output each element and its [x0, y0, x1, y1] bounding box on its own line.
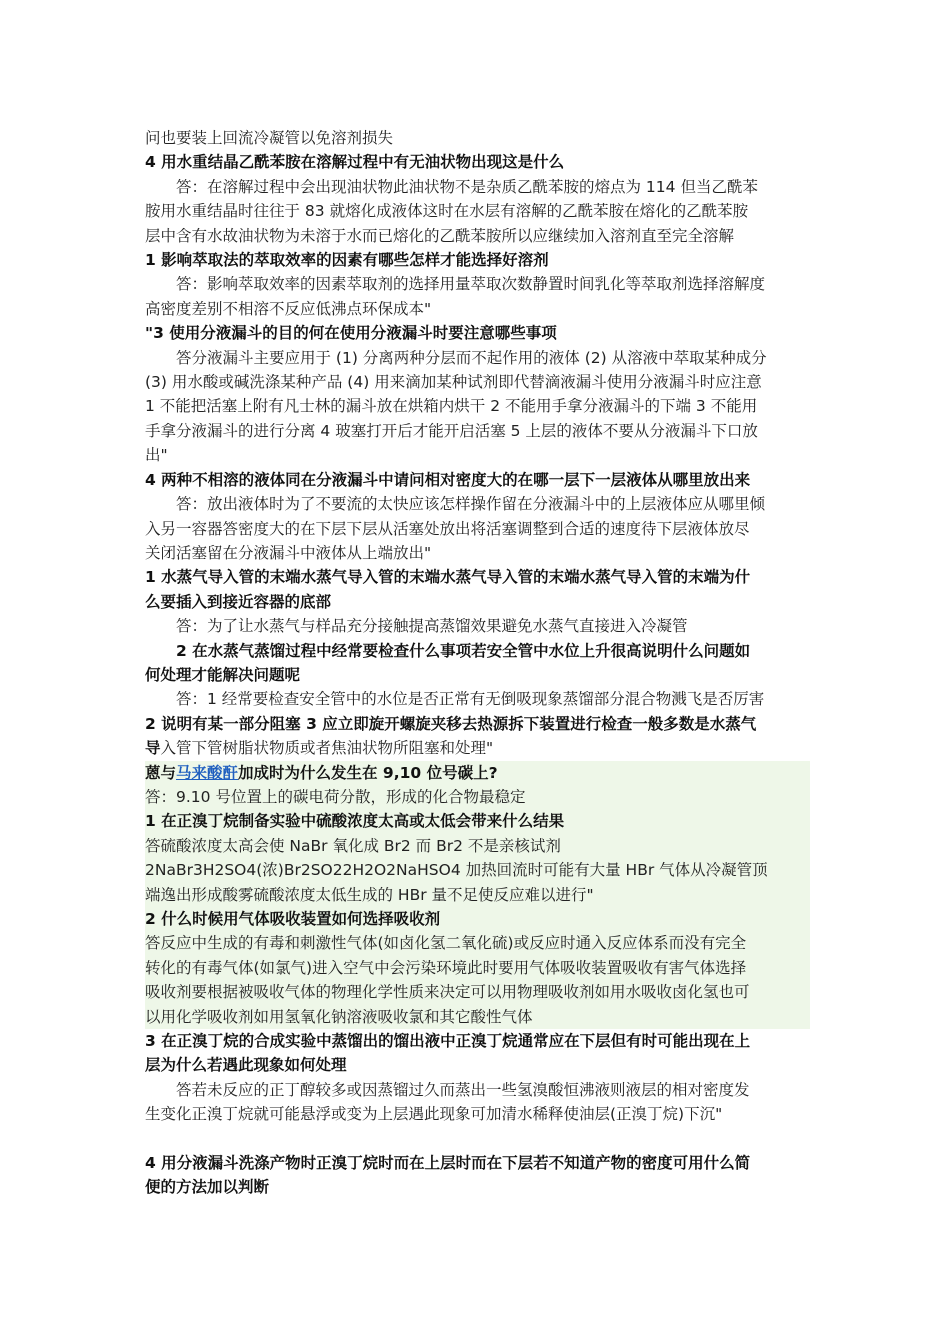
- answer-line: 答分液漏斗主要应用于 (1) 分离两种分层而不起作用的液体 (2) 从溶液中萃取某种成分: [176, 348, 767, 367]
- answer-line: 层中含有水故油状物为未溶于水而已熔化的乙酰苯胺所以应继续加入溶剂直至完全溶解: [145, 226, 735, 245]
- answer-line: 答：放出液体时为了不要流的太快应该怎样操作留在分液漏斗中的上层液体应从哪里倾: [176, 495, 766, 514]
- answer-line: 手拿分液漏斗的进行分离 4 玻塞打开后才能开启活塞 5 上层的液体不要从分液漏斗下口放: [145, 421, 758, 440]
- answer-line: 生变化正溴丁烷就可能悬浮或变为上层遇此现象可加清水稀释使油层(正溴丁烷)下沉": [145, 1105, 723, 1124]
- answer-line: 答若未反应的正丁醇较多或因蒸镏过久而蒸出一些氢溴酸恒沸液则液层的相对密度发: [176, 1080, 750, 1099]
- question-heading: 1 水蒸气导入管的末端水蒸气导入管的末端水蒸气导入管的末端水蒸气导入管的末端为什: [145, 568, 751, 587]
- answer-line: 2NaBr3H2SO4(浓)Br2SO22H2O2NaHSO4 加热回流时可能有大量 HBr 气体从冷凝管顶: [145, 858, 810, 882]
- answer-line: 入另一容器答密度大的在下层下层从活塞处放出将活塞调整到合适的速度待下层液体放尽: [145, 519, 750, 538]
- question-heading: 3 在正溴丁烷的合成实验中蒸馏出的馏出液中正溴丁烷通常应在下层但有时可能出现在上: [145, 1032, 751, 1051]
- question-heading: 么要插入到接近容器的底部: [145, 592, 332, 611]
- document-body: [145, 126, 810, 1200]
- answer-line: 答：1 经常要检查安全管中的水位是否正常有无倒吸现象蒸馏部分混合物溅飞是否厉害: [176, 690, 765, 709]
- answer-line: 关闭活塞留在分液漏斗中液体从上端放出": [145, 543, 432, 562]
- question-heading: 层为什么若遇此现象如何处理: [145, 1056, 347, 1075]
- question-heading: 1 在正溴丁烷制备实验中硫酸浓度太高或太低会带来什么结果: [145, 809, 810, 833]
- answer-line: 端逸出形成酸雾硫酸浓度太低生成的 HBr 量不足使反应难以进行": [145, 883, 810, 907]
- answer-line: 吸收剂要根据被吸收气体的物理化学性质来决定可以用物理吸收剂如用水吸收卤化氢也可: [145, 980, 810, 1004]
- answer-line: 答反应中生成的有毒和刺激性气体(如卤化氢二氧化硫)或反应时通入反应体系而没有完全: [145, 931, 810, 955]
- question-heading: 2 说明有某一部分阻塞 3 应立即旋开螺旋夹移去热源拆下装置进行检查一般多数是水蒸气: [145, 714, 757, 733]
- answer-line: 答：在溶解过程中会出现油状物此油状物不是杂质乙酰苯胺的熔点为 114 但当乙酰苯: [176, 177, 758, 196]
- question-heading: 1 影响萃取法的萃取效率的因素有哪些怎样才能选择好溶剂: [145, 251, 549, 270]
- answer-line: (3) 用水酸或碱洗涤某种产品 (4) 用来滴加某种试剂即代替滴液漏斗使用分液漏斗时应注意: [145, 373, 762, 392]
- text-fragment: 入管下管树脂状物质或者焦油状物所阻塞和处理": [160, 739, 494, 758]
- bold-fragment: 导: [145, 739, 161, 758]
- text-fragment: 加成时为什么发生在 9,10 位号碳上?: [238, 763, 498, 782]
- answer-line: 答硫酸浓度太高会使 NaBr 氧化成 Br2 而 Br2 不是亲核试剂: [145, 834, 810, 858]
- answer-line: 转化的有毒气体(如氯气)进入空气中会污染环境此时要用气体吸收装置吸收有害气体选择: [145, 956, 810, 980]
- question-heading: 2 在水蒸气蒸馏过程中经常要检查什么事项若安全管中水位上升很高说明什么问题如: [176, 641, 751, 660]
- answer-line: 答：为了让水蒸气与样品充分接触提高蒸馏效果避免水蒸气直接进入冷凝管: [176, 617, 688, 636]
- answer-line: 答：9.10 号位置上的碳电荷分散，形成的化合物最稳定: [145, 785, 810, 809]
- question-heading: 4 用水重结晶乙酰苯胺在溶解过程中有无油状物出现这是什么: [145, 153, 565, 172]
- question-heading: 4 两种不相溶的液体同在分液漏斗中请问相对密度大的在哪一层下一层液体从哪里放出来: [145, 470, 751, 489]
- question-heading: 便的方法加以判断: [145, 1178, 270, 1197]
- answer-line: 出": [145, 446, 168, 465]
- maleic-anhydride-link[interactable]: 马来酸酐: [176, 763, 239, 782]
- question-heading: "3 使用分液漏斗的目的何在使用分液漏斗时要注意哪些事项: [145, 324, 557, 343]
- mixed-line: [145, 736, 810, 760]
- blank-line: [145, 1127, 810, 1151]
- question-heading: [145, 761, 810, 785]
- answer-line: 高密度差别不相溶不反应低沸点环保成本": [145, 299, 432, 318]
- text-fragment: 蒽与: [145, 763, 177, 782]
- text-line: 问也要装上回流冷凝管以免溶剂损失: [145, 129, 394, 147]
- question-heading: 2 什么时候用气体吸收装置如何选择吸收剂: [145, 907, 810, 931]
- answer-line: 以用化学吸收剂如用氢氧化钠溶液吸收氯和其它酸性气体: [145, 1005, 810, 1029]
- answer-line: 1 不能把活塞上附有凡士林的漏斗放在烘箱内烘干 2 不能用手拿分液漏斗的下端 3 不能用: [145, 397, 758, 416]
- question-heading: 4 用分液漏斗洗涤产物时正溴丁烷时而在上层时而在下层若不知道产物的密度可用什么简: [145, 1154, 751, 1173]
- answer-line: 胺用水重结晶时往往于 83 就熔化成液体这时在水层有溶解的乙酰苯胺在熔化的乙酰苯胺: [145, 202, 749, 221]
- question-heading: 何处理才能解决问题呢: [145, 665, 301, 684]
- answer-line: 答：影响萃取效率的因素萃取剂的选择用量萃取次数静置时间乳化等萃取剂选择溶解度: [176, 275, 766, 294]
